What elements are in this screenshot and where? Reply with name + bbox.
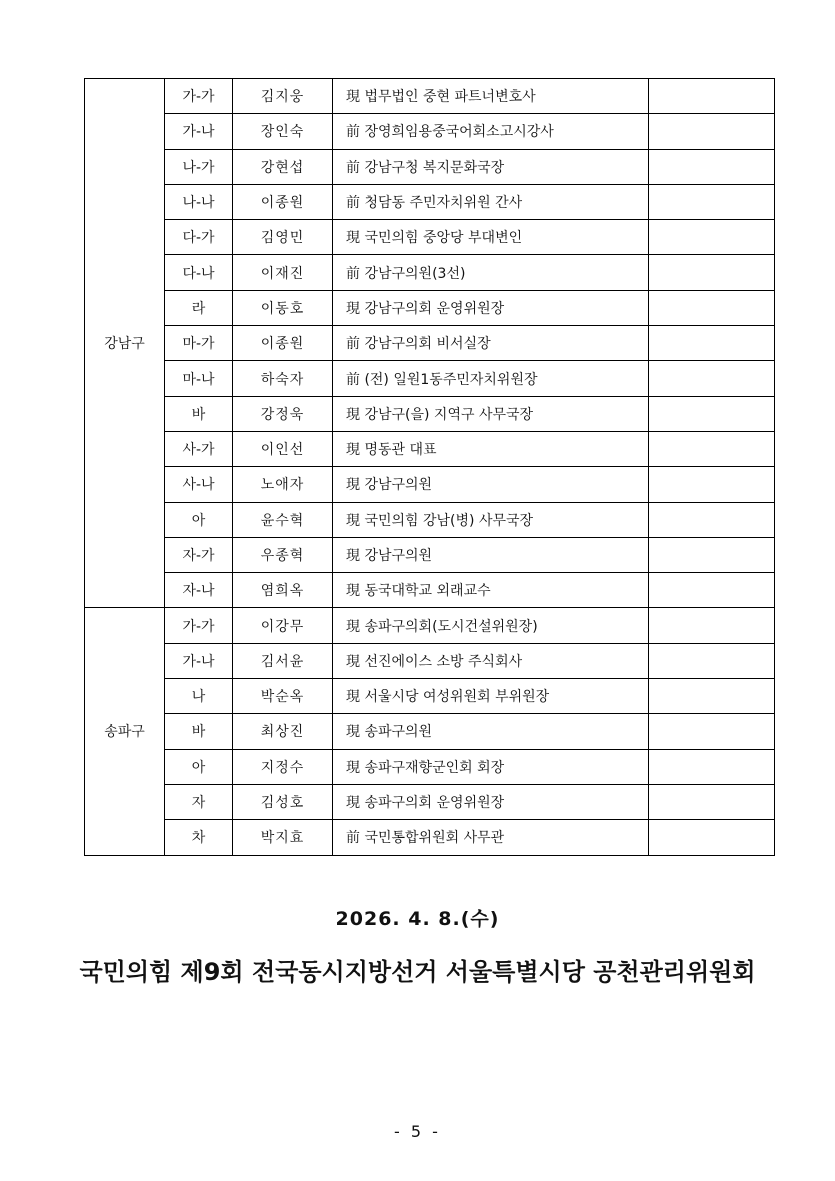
table-row [85,537,775,572]
candidate-name-cell: 염희옥 [233,573,333,608]
career-cell: 現 선진에이스 소방 주식회사 [333,643,649,678]
career-cell: 現 강남구(을) 지역구 사무국장 [333,396,649,431]
career-cell: 現 송파구의회(도시건설위원장) [333,608,649,643]
table-row [85,326,775,361]
candidate-name-cell: 이동호 [233,290,333,325]
ward-cell: 자-나 [165,573,233,608]
page-number: - 5 - [394,1122,441,1141]
empty-cell [649,184,775,219]
ward-cell: 가-가 [165,79,233,114]
ward-cell: 바 [165,396,233,431]
table-row [85,184,775,219]
empty-cell [649,149,775,184]
candidate-name-cell: 윤수혁 [233,502,333,537]
candidate-name-cell: 이종원 [233,184,333,219]
empty-cell [649,255,775,290]
empty-cell [649,643,775,678]
table-row [85,114,775,149]
table-row [85,361,775,396]
ward-cell: 사-가 [165,431,233,466]
career-cell: 現 송파구의원 [333,714,649,749]
table-row [85,679,775,714]
ward-cell: 가-나 [165,114,233,149]
table-row [85,784,775,819]
candidate-name-cell: 지정수 [233,749,333,784]
empty-cell [649,431,775,466]
empty-cell [649,502,775,537]
ward-cell: 마-가 [165,326,233,361]
empty-cell [649,573,775,608]
empty-cell [649,714,775,749]
table-row [85,643,775,678]
candidate-name-cell: 이종원 [233,326,333,361]
empty-cell [649,114,775,149]
career-cell: 前 강남구청 복지문화국장 [333,149,649,184]
ward-cell: 라 [165,290,233,325]
ward-cell: 아 [165,502,233,537]
announcement-date: 2026. 4. 8.(수) [335,908,500,930]
candidate-name-cell: 장인숙 [233,114,333,149]
ward-cell: 나-가 [165,149,233,184]
table-row [85,431,775,466]
empty-cell [649,396,775,431]
table-row [85,255,775,290]
empty-cell [649,467,775,502]
candidate-name-cell: 이인선 [233,431,333,466]
career-cell: 現 동국대학교 외래교수 [333,573,649,608]
table-row [85,714,775,749]
ward-cell: 바 [165,714,233,749]
career-cell: 前 (전) 일원1동주민자치위원장 [333,361,649,396]
district-cell: 강남구 [85,79,165,608]
empty-cell [649,326,775,361]
ward-cell: 다-나 [165,255,233,290]
ward-cell: 나 [165,679,233,714]
candidate-name-cell: 노애자 [233,467,333,502]
ward-cell: 나-나 [165,184,233,219]
candidate-name-cell: 김서윤 [233,643,333,678]
career-cell: 前 국민통합위원회 사무관 [333,820,649,855]
table-row [85,220,775,255]
committee-name: 국민의힘 제9회 전국동시지방선거 서울특별시당 공천관리위원회 [79,958,756,986]
district-cell: 송파구 [85,608,165,855]
ward-cell: 자-가 [165,537,233,572]
ward-cell: 다-가 [165,220,233,255]
career-cell: 現 명동관 대표 [333,431,649,466]
empty-cell [649,79,775,114]
candidate-name-cell: 박순옥 [233,679,333,714]
career-cell: 現 국민의힘 강남(병) 사무국장 [333,502,649,537]
empty-cell [649,820,775,855]
career-cell: 現 강남구의원 [333,537,649,572]
ward-cell: 사-나 [165,467,233,502]
career-cell: 現 강남구의회 운영위원장 [333,290,649,325]
table-row [85,608,775,643]
ward-cell: 자 [165,784,233,819]
table-row [85,79,775,114]
candidate-name-cell: 김성호 [233,784,333,819]
table-row [85,396,775,431]
career-cell: 前 청담동 주민자치위원 간사 [333,184,649,219]
ward-cell: 마-나 [165,361,233,396]
career-cell: 現 강남구의원 [333,467,649,502]
table-row [85,749,775,784]
table-row [85,573,775,608]
table-row [85,149,775,184]
empty-cell [649,361,775,396]
candidate-name-cell: 하숙자 [233,361,333,396]
career-cell: 現 국민의힘 중앙당 부대변인 [333,220,649,255]
empty-cell [649,679,775,714]
candidate-table [84,78,775,856]
candidate-name-cell: 강정욱 [233,396,333,431]
table-row [85,290,775,325]
empty-cell [649,749,775,784]
candidate-name-cell: 박지효 [233,820,333,855]
empty-cell [649,784,775,819]
ward-cell: 차 [165,820,233,855]
candidate-name-cell: 이강무 [233,608,333,643]
candidate-name-cell: 우종혁 [233,537,333,572]
candidate-table-body [85,79,775,856]
candidate-name-cell: 이재진 [233,255,333,290]
empty-cell [649,290,775,325]
career-cell: 現 법무법인 중현 파트너변호사 [333,79,649,114]
career-cell: 前 강남구의원(3선) [333,255,649,290]
career-cell: 前 강남구의회 비서실장 [333,326,649,361]
ward-cell: 아 [165,749,233,784]
candidate-name-cell: 김영민 [233,220,333,255]
candidate-name-cell: 강현섭 [233,149,333,184]
career-cell: 現 서울시당 여성위원회 부위원장 [333,679,649,714]
candidate-name-cell: 김지웅 [233,79,333,114]
career-cell: 現 송파구의회 운영위원장 [333,784,649,819]
career-cell: 前 장영희임용중국어회소고시강사 [333,114,649,149]
table-row [85,820,775,855]
table-row [85,502,775,537]
empty-cell [649,537,775,572]
candidate-name-cell: 최상진 [233,714,333,749]
table-row [85,467,775,502]
career-cell: 現 송파구재향군인회 회장 [333,749,649,784]
empty-cell [649,608,775,643]
ward-cell: 가-나 [165,643,233,678]
empty-cell [649,220,775,255]
ward-cell: 가-가 [165,608,233,643]
